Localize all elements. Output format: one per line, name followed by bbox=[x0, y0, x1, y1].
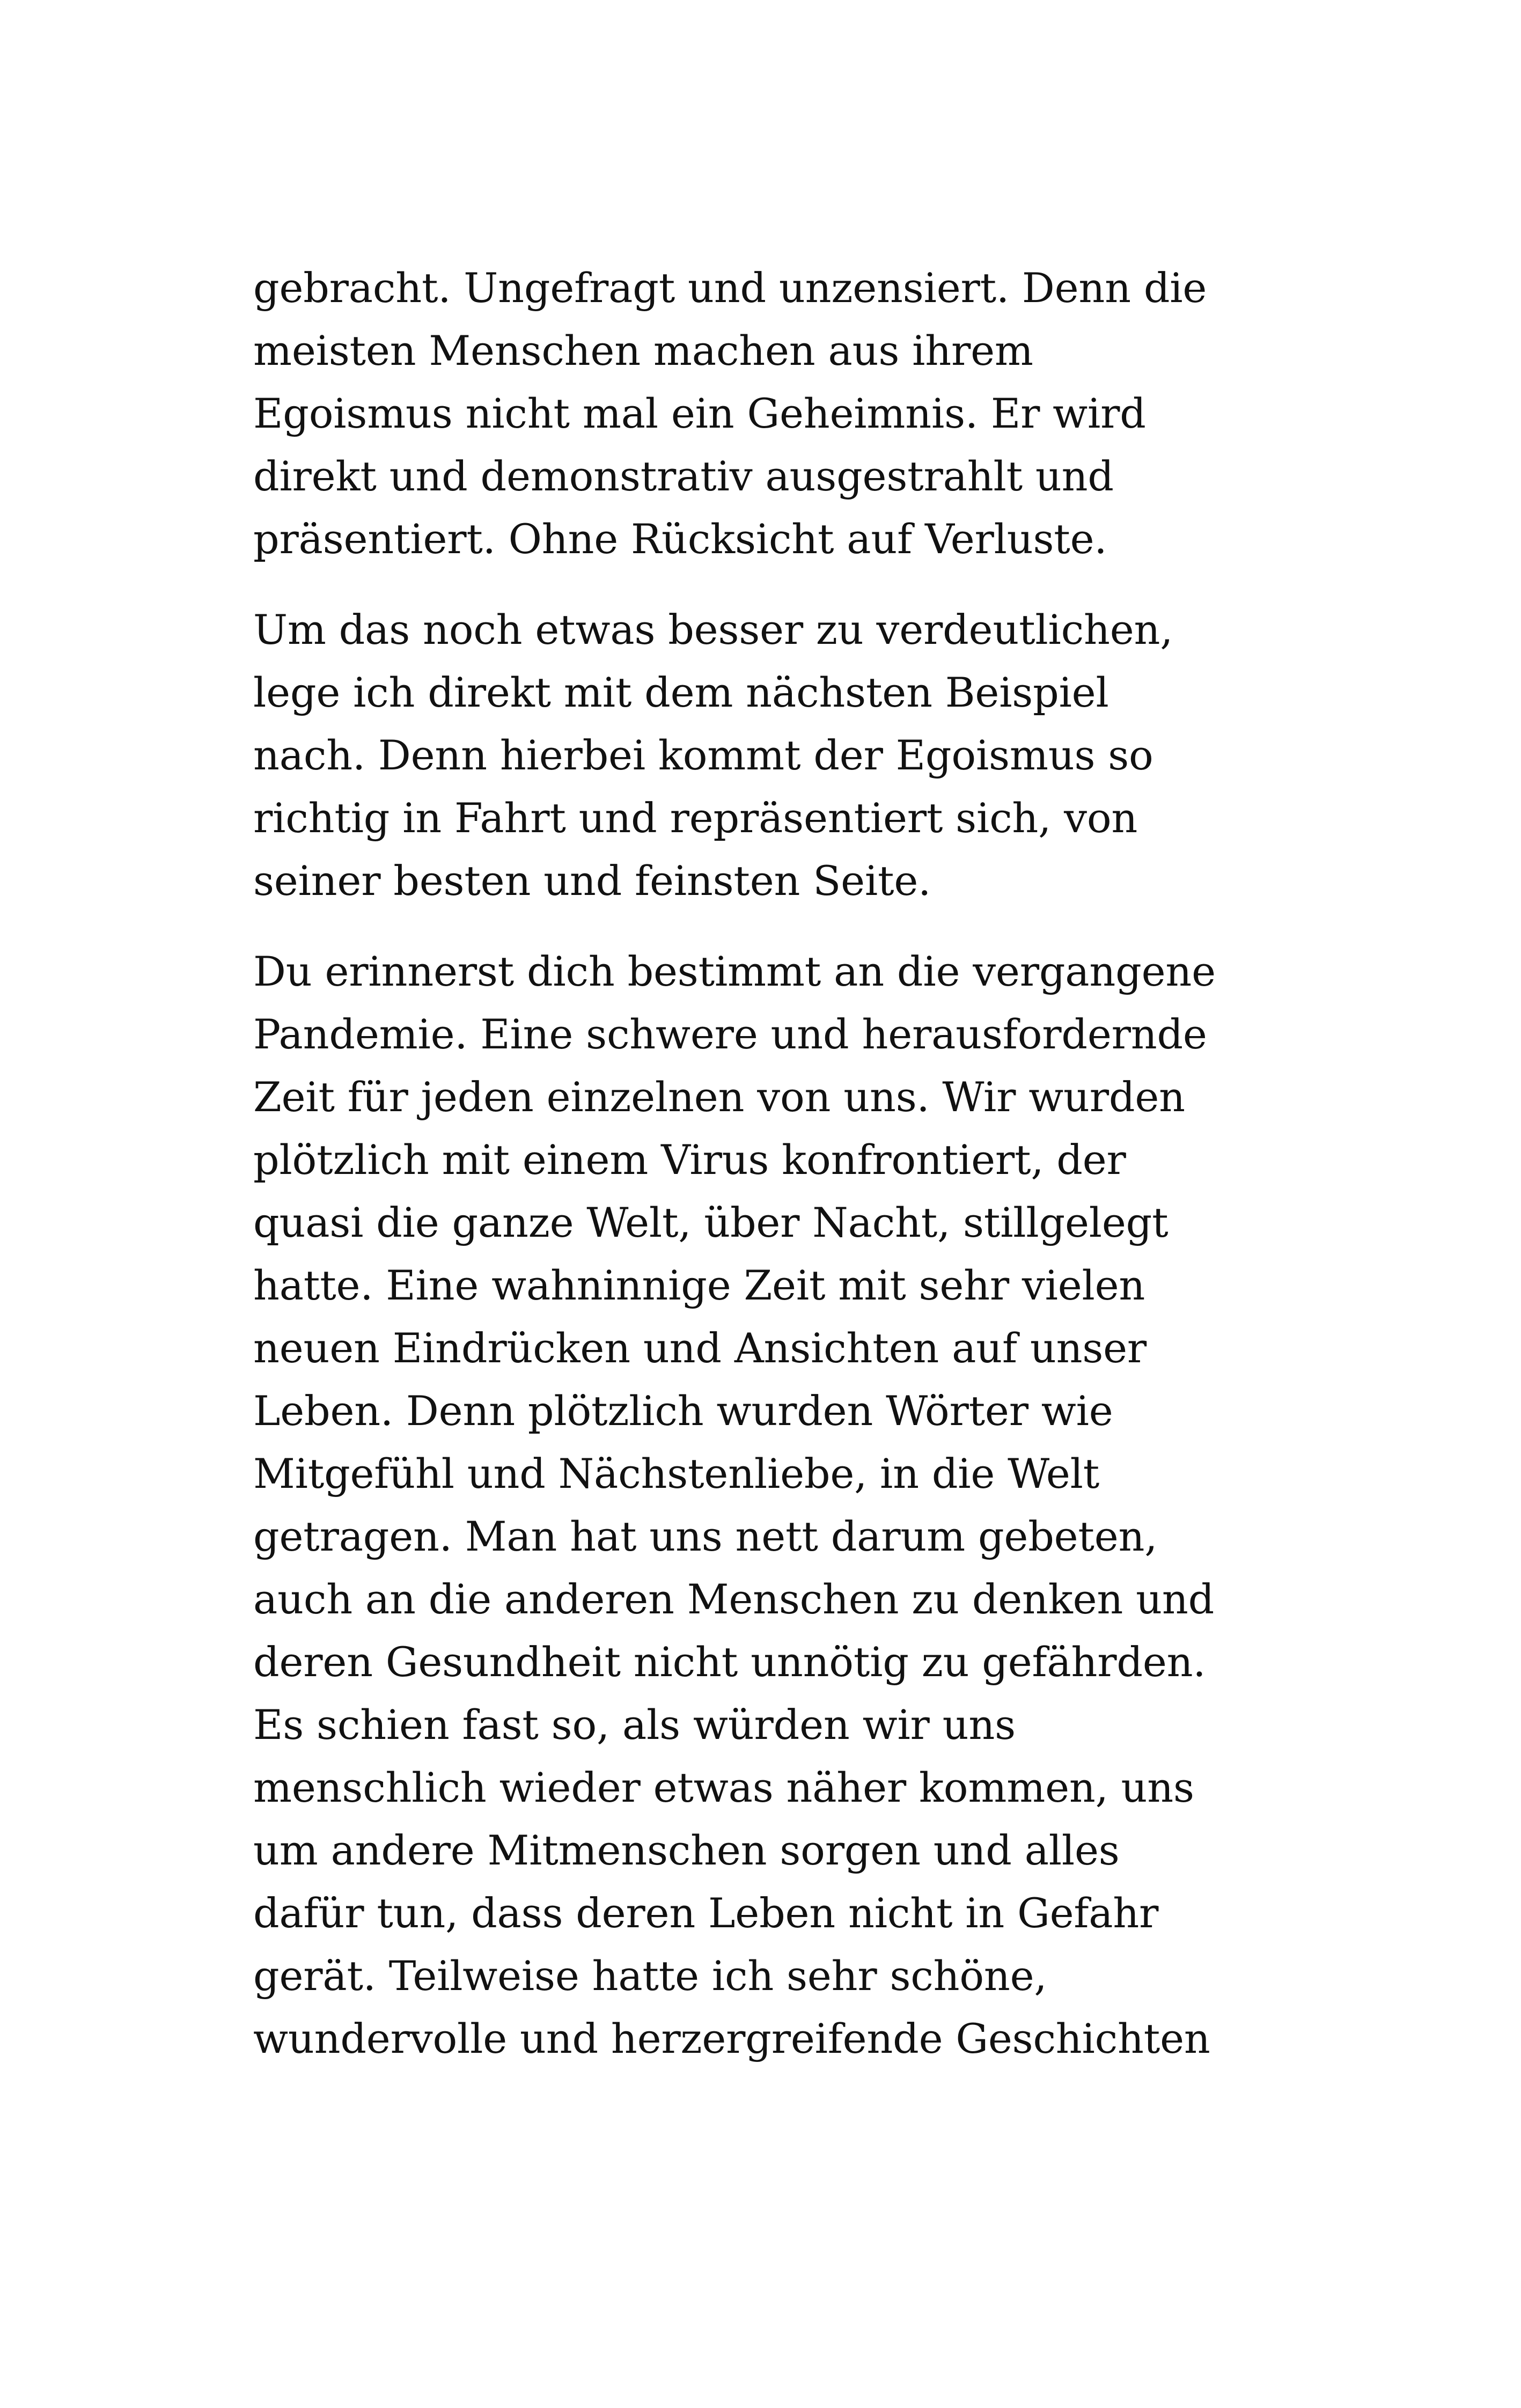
body-text bbox=[253, 256, 1316, 2098]
text-line: Leben. Denn plötzlich wurden Wörter wie bbox=[253, 1387, 1113, 1435]
text-line: neuen Eindrücken und Ansichten auf unser bbox=[253, 1324, 1147, 1372]
text-line: gebracht. Ungefragt und unzensiert. Denn die bbox=[253, 264, 1207, 312]
text-line: seiner besten und feinsten Seite. bbox=[253, 857, 931, 905]
text-line: Zeit für jeden einzelnen von uns. Wir wurden bbox=[253, 1073, 1185, 1121]
text-line: direkt und demonstrativ ausgestrahlt und bbox=[253, 452, 1114, 500]
text-line: plötzlich mit einem Virus konfrontiert, der bbox=[253, 1136, 1126, 1184]
text-line: lege ich direkt mit dem nächsten Beispiel bbox=[253, 669, 1109, 716]
text-line: menschlich wieder etwas näher kommen, uns bbox=[253, 1764, 1194, 1811]
text-line: Du erinnerst dich bestimmt an die vergangene bbox=[253, 948, 1216, 995]
paragraph-1 bbox=[253, 256, 1316, 570]
text-line: wundervolle und herzergreifende Geschichten bbox=[253, 2015, 1210, 2062]
text-line: nach. Denn hierbei kommt der Egoismus so bbox=[253, 731, 1153, 779]
text-line: meisten Menschen machen aus ihrem bbox=[253, 327, 1033, 375]
paragraph-3 bbox=[253, 940, 1316, 2070]
text-line: getragen. Man hat uns nett darum gebeten, bbox=[253, 1513, 1158, 1560]
text-line: richtig in Fahrt und repräsentiert sich, von bbox=[253, 794, 1138, 842]
text-line: Mitgefühl und Nächstenliebe, in die Welt bbox=[253, 1450, 1100, 1497]
text-line: Pandemie. Eine schwere und herausfordernde bbox=[253, 1010, 1207, 1058]
text-line: hatte. Eine wahninnige Zeit mit sehr vielen bbox=[253, 1261, 1145, 1309]
text-line: gerät. Teilweise hatte ich sehr schöne, bbox=[253, 1952, 1047, 2000]
text-line: Egoismus nicht mal ein Geheimnis. Er wird bbox=[253, 390, 1146, 437]
text-line: dafür tun, dass deren Leben nicht in Gefahr bbox=[253, 1889, 1159, 1937]
text-line: Um das noch etwas besser zu verdeutlichen, bbox=[253, 606, 1173, 654]
text-line: auch an die anderen Menschen zu denken und bbox=[253, 1575, 1215, 1623]
text-line: quasi die ganze Welt, über Nacht, stillgelegt bbox=[253, 1199, 1169, 1246]
text-line: präsentiert. Ohne Rücksicht auf Verluste. bbox=[253, 515, 1107, 563]
paragraph-2 bbox=[253, 598, 1316, 912]
text-line: deren Gesundheit nicht unnötig zu gefährden. bbox=[253, 1638, 1206, 1686]
text-line: um andere Mitmenschen sorgen und alles bbox=[253, 1826, 1120, 1874]
text-line: Es schien fast so, als würden wir uns bbox=[253, 1701, 1016, 1749]
